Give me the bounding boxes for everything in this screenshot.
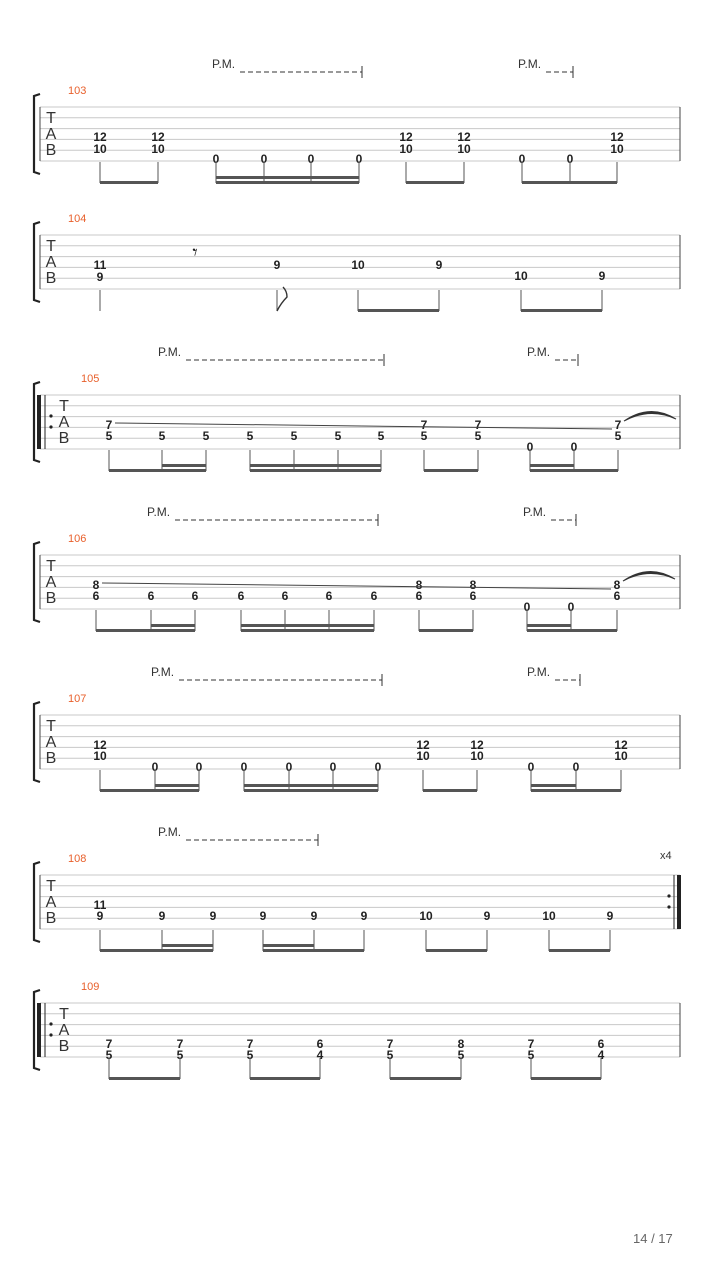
tab-letter-a: A xyxy=(45,126,57,143)
beam xyxy=(109,469,206,472)
fret-number: 8 xyxy=(457,1037,465,1051)
fret-number: 0 xyxy=(566,152,574,166)
beam xyxy=(549,949,610,952)
eighth-rest-icon: 𝄾 xyxy=(192,242,198,264)
fret-number: 6 xyxy=(147,589,155,603)
fret-number: 9 xyxy=(483,909,491,923)
fret-number: 0 xyxy=(570,440,578,454)
fret-number: 6 xyxy=(237,589,245,603)
tab-letter-a: A xyxy=(58,1022,70,1039)
beam xyxy=(358,309,439,312)
fret-number: 9 xyxy=(310,909,318,923)
fret-number: 5 xyxy=(246,1048,254,1062)
fret-number: 10 xyxy=(93,749,107,763)
palm-mute-label: P.M. xyxy=(212,57,236,71)
repeat-start-thick-bar xyxy=(37,1003,41,1057)
fret-number: 7 xyxy=(386,1037,394,1051)
system-bracket xyxy=(34,702,40,782)
fret-number: 10 xyxy=(514,269,528,283)
beam xyxy=(406,181,464,184)
fret-number: 10 xyxy=(457,142,471,156)
fret-number: 4 xyxy=(316,1048,324,1062)
fret-number: 12 xyxy=(399,130,413,144)
fret-number: 0 xyxy=(329,760,337,774)
fret-number: 6 xyxy=(191,589,199,603)
palm-mute-label: P.M. xyxy=(151,665,175,679)
fret-number: 0 xyxy=(523,600,531,614)
fret-number: 11 xyxy=(93,258,107,272)
tab-letter-b: B xyxy=(58,1038,70,1055)
beam-secondary xyxy=(244,784,378,787)
fret-number: 6 xyxy=(415,589,423,603)
fret-number: 0 xyxy=(307,152,315,166)
fret-number: 9 xyxy=(96,909,104,923)
fret-number: 0 xyxy=(151,760,159,774)
beam-secondary xyxy=(216,176,359,179)
repeat-start-thick-bar xyxy=(37,395,41,449)
repeat-dot xyxy=(49,1022,52,1025)
measure-number: 106 xyxy=(68,533,87,545)
beam xyxy=(530,469,618,472)
fret-number: 11 xyxy=(93,898,107,912)
fret-number: 7 xyxy=(420,418,428,432)
beam-secondary xyxy=(151,624,195,627)
beam-secondary xyxy=(162,944,213,947)
tab-letter-t: T xyxy=(59,1006,69,1023)
tab-letter-b: B xyxy=(45,142,57,159)
beam xyxy=(250,469,381,472)
fret-number: 6 xyxy=(281,589,289,603)
fret-number: 10 xyxy=(419,909,433,923)
fret-number: 0 xyxy=(518,152,526,166)
system-bracket xyxy=(34,542,40,622)
fret-number: 6 xyxy=(316,1037,324,1051)
beam xyxy=(100,949,213,952)
slide-line xyxy=(115,423,612,429)
fret-number: 5 xyxy=(377,429,385,443)
tab-letter-a: A xyxy=(45,254,57,271)
beam xyxy=(96,629,195,632)
fret-number: 5 xyxy=(202,429,210,443)
measure-number: 105 xyxy=(81,373,100,385)
measure-number: 103 xyxy=(68,85,87,97)
fret-number: 5 xyxy=(420,429,428,443)
system-bracket xyxy=(34,94,40,174)
fret-number: 0 xyxy=(527,760,535,774)
palm-mute-label: P.M. xyxy=(158,345,182,359)
fret-number: 10 xyxy=(151,142,165,156)
fret-number: 12 xyxy=(614,738,628,752)
beam xyxy=(263,949,364,952)
tab-letter-t: T xyxy=(46,238,56,255)
tab-letter-t: T xyxy=(46,878,56,895)
beam xyxy=(100,789,199,792)
tab-letter-t: T xyxy=(46,718,56,735)
beam xyxy=(423,789,477,792)
palm-mute-label: P.M. xyxy=(523,505,547,519)
fret-number: 6 xyxy=(469,589,477,603)
fret-number: 10 xyxy=(614,749,628,763)
palm-mute-label: P.M. xyxy=(518,57,542,71)
fret-number: 12 xyxy=(470,738,484,752)
fret-number: 12 xyxy=(151,130,165,144)
slide-line xyxy=(102,583,611,589)
tab-letter-t: T xyxy=(46,558,56,575)
measure-number: 107 xyxy=(68,693,87,705)
fret-number: 9 xyxy=(435,258,443,272)
measure-number: 109 xyxy=(81,981,100,993)
beam xyxy=(521,309,602,312)
fret-number: 5 xyxy=(334,429,342,443)
beam xyxy=(216,181,359,184)
fret-number: 0 xyxy=(212,152,220,166)
beam-secondary xyxy=(527,624,571,627)
palm-mute-label: P.M. xyxy=(147,505,171,519)
fret-number: 10 xyxy=(542,909,556,923)
fret-number: 12 xyxy=(457,130,471,144)
fret-number: 4 xyxy=(597,1048,605,1062)
fret-number: 0 xyxy=(567,600,575,614)
note-flag xyxy=(277,287,287,311)
fret-number: 5 xyxy=(386,1048,394,1062)
fret-number: 5 xyxy=(246,429,254,443)
fret-number: 10 xyxy=(399,142,413,156)
fret-number: 6 xyxy=(370,589,378,603)
beam-secondary xyxy=(241,624,374,627)
tab-letter-a: A xyxy=(45,574,57,591)
fret-number: 7 xyxy=(246,1037,254,1051)
fret-number: 0 xyxy=(285,760,293,774)
fret-number: 6 xyxy=(597,1037,605,1051)
beam xyxy=(522,181,617,184)
fret-number: 0 xyxy=(195,760,203,774)
fret-number: 8 xyxy=(415,578,423,592)
beam xyxy=(424,469,478,472)
beam xyxy=(419,629,473,632)
tab-letter-a: A xyxy=(45,734,57,751)
beam xyxy=(426,949,487,952)
fret-number: 12 xyxy=(610,130,624,144)
beam-secondary xyxy=(531,784,576,787)
fret-number: 7 xyxy=(105,1037,113,1051)
repeat-dot xyxy=(49,1033,52,1036)
beam-secondary xyxy=(250,464,381,467)
fret-number: 7 xyxy=(474,418,482,432)
fret-number: 10 xyxy=(470,749,484,763)
system-bracket xyxy=(34,222,40,302)
palm-mute-label: P.M. xyxy=(158,825,182,839)
fret-number: 5 xyxy=(527,1048,535,1062)
fret-number: 5 xyxy=(474,429,482,443)
fret-number: 5 xyxy=(158,429,166,443)
fret-number: 12 xyxy=(416,738,430,752)
beam xyxy=(109,1077,180,1080)
fret-number: 7 xyxy=(614,418,622,432)
fret-number: 10 xyxy=(610,142,624,156)
system-bracket xyxy=(34,862,40,942)
beam xyxy=(100,181,158,184)
fret-number: 0 xyxy=(572,760,580,774)
fret-number: 10 xyxy=(93,142,107,156)
fret-number: 7 xyxy=(105,418,113,432)
fret-number: 10 xyxy=(416,749,430,763)
fret-number: 9 xyxy=(606,909,614,923)
fret-number: 0 xyxy=(374,760,382,774)
tab-letter-b: B xyxy=(45,750,57,767)
palm-mute-label: P.M. xyxy=(527,665,551,679)
fret-number: 6 xyxy=(613,589,621,603)
beam-secondary xyxy=(530,464,574,467)
fret-number: 0 xyxy=(526,440,534,454)
fret-number: 6 xyxy=(92,589,100,603)
beam xyxy=(241,629,374,632)
fret-number: 0 xyxy=(260,152,268,166)
measure-number: 104 xyxy=(68,213,87,225)
tab-letter-t: T xyxy=(46,110,56,127)
fret-number: 10 xyxy=(351,258,365,272)
fret-number: 5 xyxy=(105,1048,113,1062)
fret-number: 9 xyxy=(273,258,281,272)
tab-letter-b: B xyxy=(58,430,70,447)
fret-number: 8 xyxy=(92,578,100,592)
tab-letter-b: B xyxy=(45,590,57,607)
beam xyxy=(390,1077,461,1080)
page-number: 14 / 17 xyxy=(633,1231,673,1246)
fret-number: 5 xyxy=(105,429,113,443)
beam xyxy=(531,789,621,792)
repeat-dot xyxy=(667,894,670,897)
fret-number: 5 xyxy=(176,1048,184,1062)
beam-secondary xyxy=(155,784,199,787)
repeat-count: x4 xyxy=(660,850,672,862)
fret-number: 7 xyxy=(527,1037,535,1051)
fret-number: 5 xyxy=(457,1048,465,1062)
fret-number: 8 xyxy=(613,578,621,592)
fret-number: 12 xyxy=(93,130,107,144)
fret-number: 0 xyxy=(355,152,363,166)
beam-secondary xyxy=(263,944,314,947)
fret-number: 9 xyxy=(96,270,104,284)
fret-number: 5 xyxy=(290,429,298,443)
repeat-dot xyxy=(49,425,52,428)
tab-letter-a: A xyxy=(58,414,70,431)
repeat-dot xyxy=(49,414,52,417)
fret-number: 8 xyxy=(469,578,477,592)
repeat-dot xyxy=(667,905,670,908)
tab-letter-a: A xyxy=(45,894,57,911)
beam xyxy=(527,629,617,632)
tab-letter-b: B xyxy=(45,270,57,287)
fret-number: 9 xyxy=(209,909,217,923)
measure-number: 108 xyxy=(68,853,87,865)
fret-number: 6 xyxy=(325,589,333,603)
tab-letter-b: B xyxy=(45,910,57,927)
repeat-end-thick-bar xyxy=(677,875,681,929)
fret-number: 9 xyxy=(158,909,166,923)
tab-letter-t: T xyxy=(59,398,69,415)
fret-number: 0 xyxy=(240,760,248,774)
fret-number: 9 xyxy=(259,909,267,923)
fret-number: 9 xyxy=(598,269,606,283)
fret-number: 7 xyxy=(176,1037,184,1051)
beam xyxy=(244,789,378,792)
beam xyxy=(250,1077,320,1080)
fret-number: 12 xyxy=(93,738,107,752)
fret-number: 5 xyxy=(614,429,622,443)
beam-secondary xyxy=(162,464,206,467)
palm-mute-label: P.M. xyxy=(527,345,551,359)
fret-number: 9 xyxy=(360,909,368,923)
beam xyxy=(531,1077,601,1080)
